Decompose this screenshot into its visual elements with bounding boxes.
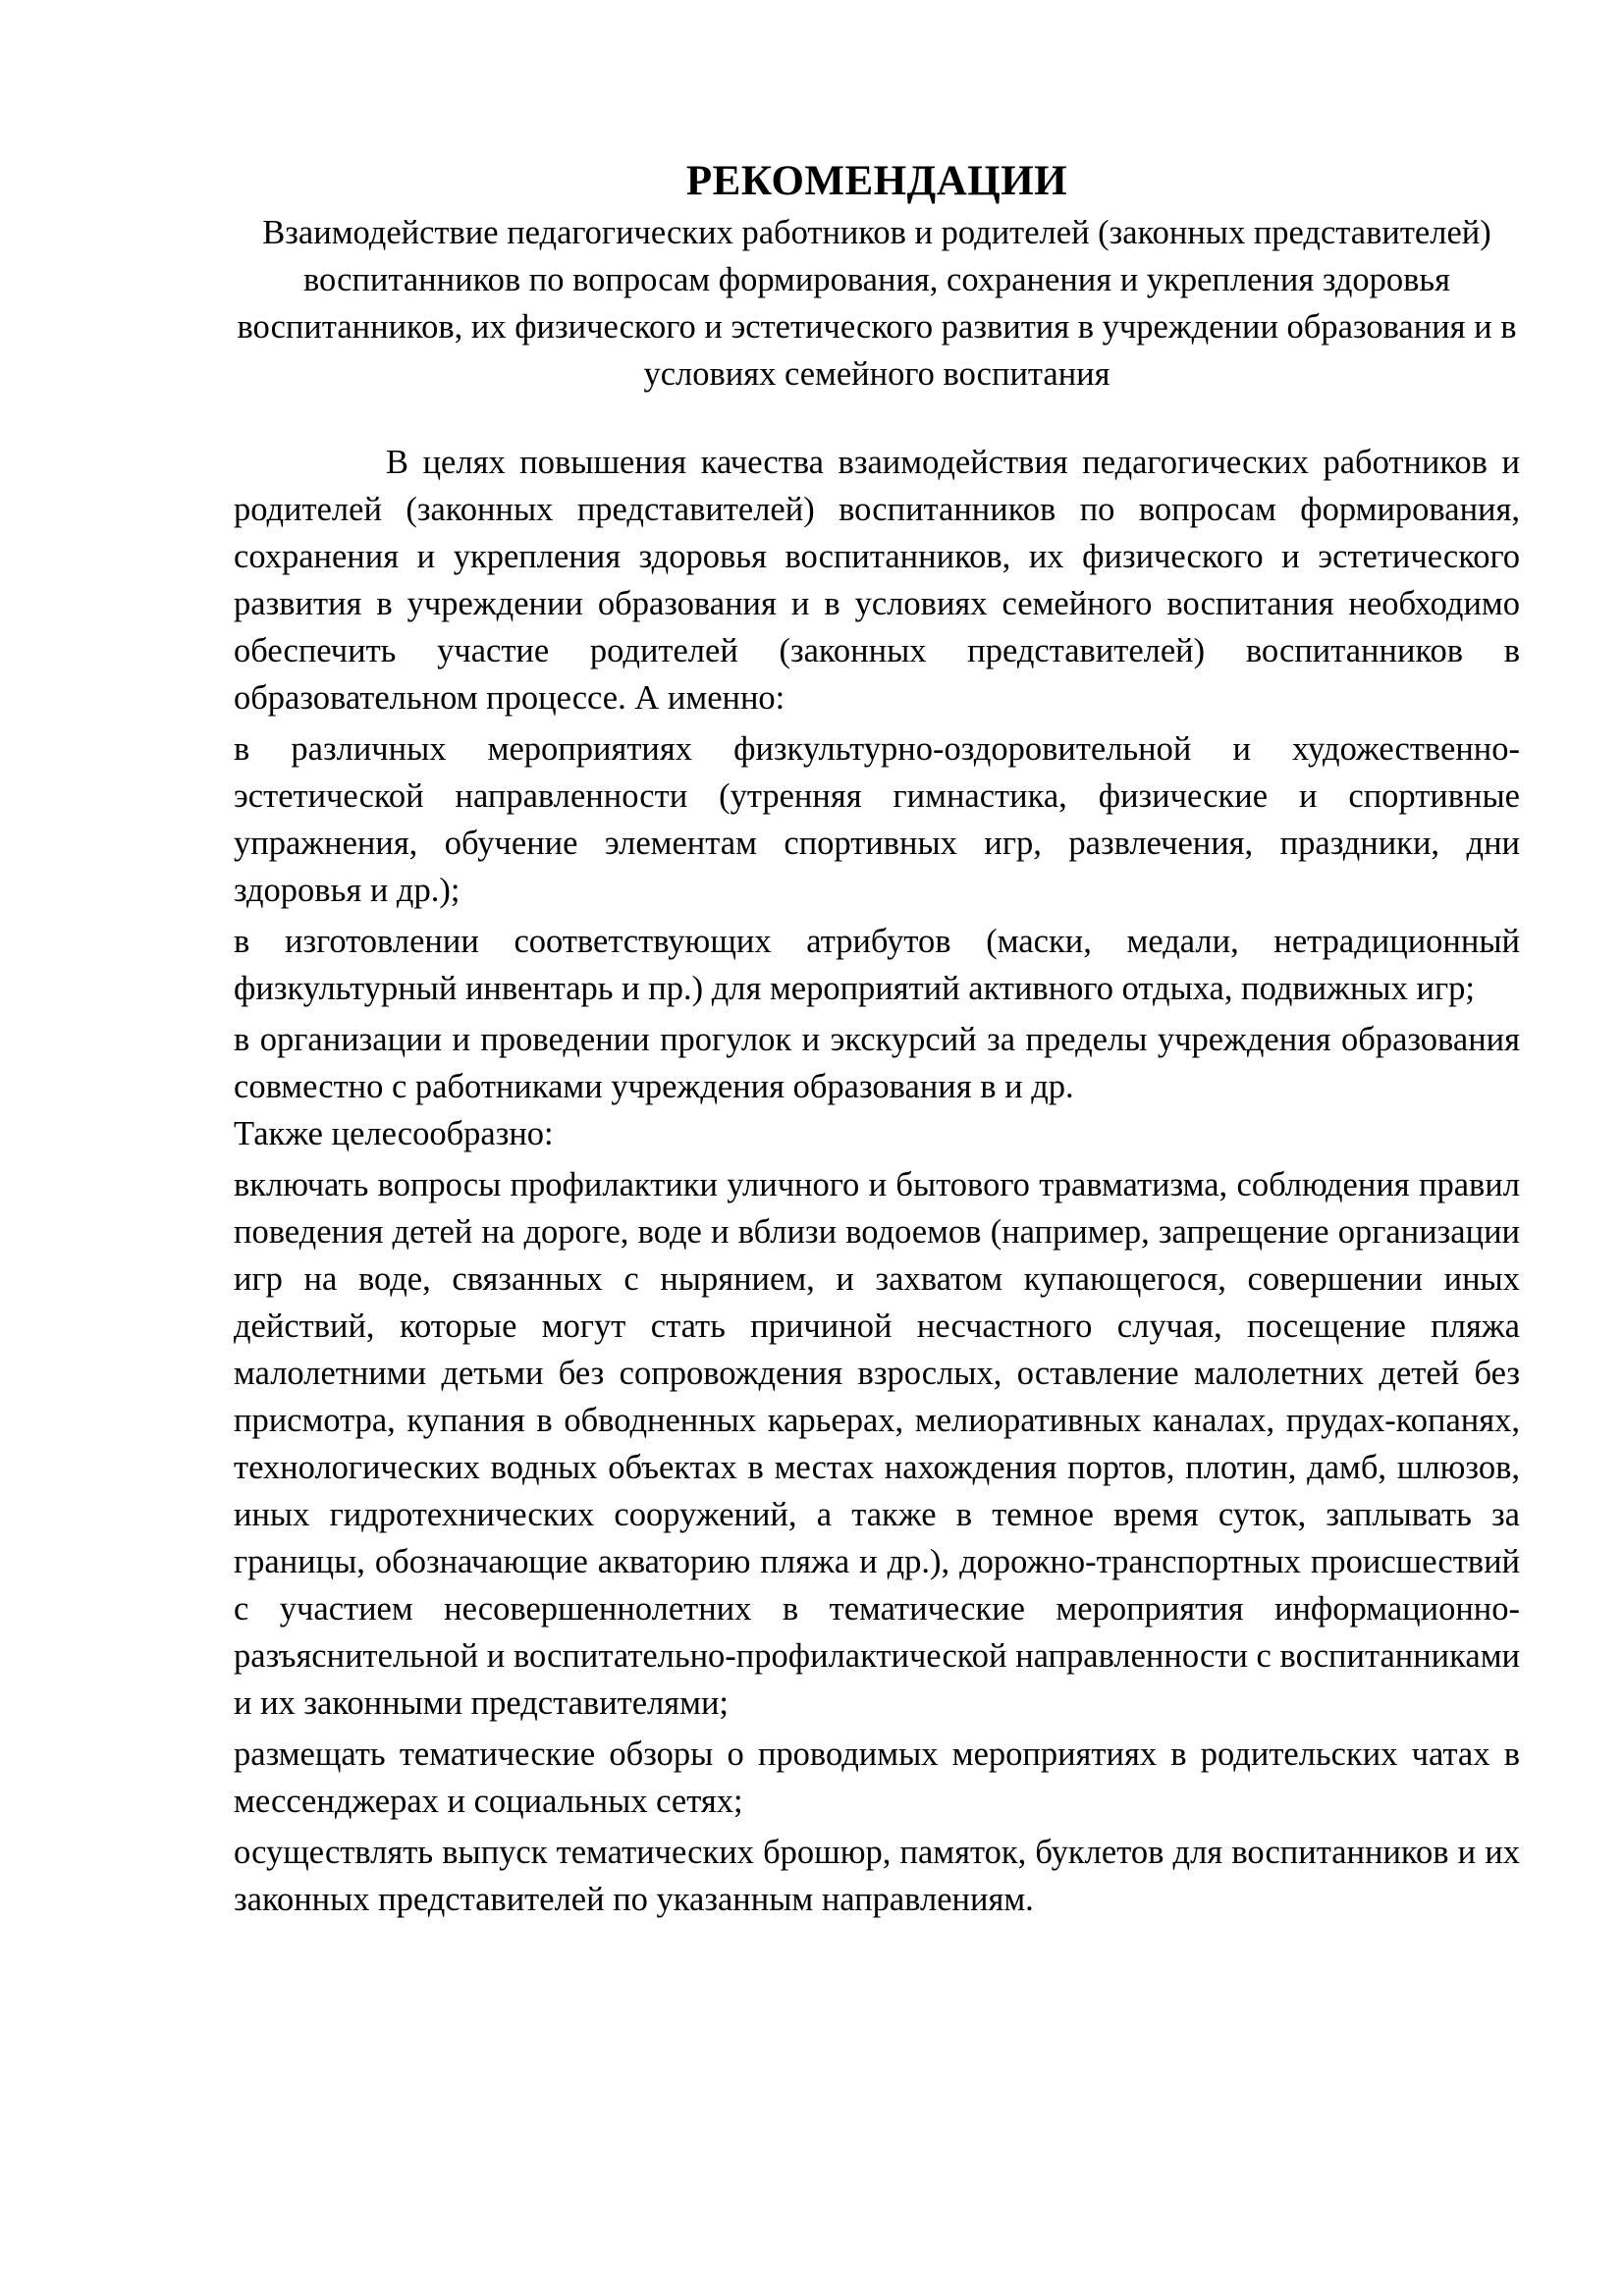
document-page: [234, 157, 1520, 1923]
list-item-attributes: в изготовлении соответствующих атрибутов (маски, медали, нетрадиционный физкультурный инвентарь и пр.) для мероприятий активного отдыха, подвижных игр;: [234, 923, 1520, 1007]
list-item-excursions: в организации и проведении прогулок и экскурсий за пределы учреждения образования совместно с работниками учреждения образования в и др.: [234, 1021, 1520, 1105]
list-item-chat-reviews: размещать тематические обзоры о проводимых мероприятиях в родительских чатах в мессенджерах и социальных сетях;: [234, 1735, 1520, 1820]
list-item-activities: в различных мероприятиях физкультурно-оздоровительной и художественно-эстетической направленности (утренняя гимнастика, физические и спортивные упражнения, обучение элементам спортивных игр, развлечения, праздники, дни здоровья и др.);: [234, 730, 1520, 909]
document-title: РЕКОМЕНДАЦИИ: [685, 158, 1068, 204]
list-item-safety-topics: включать вопросы профилактики уличного и бытового травматизма, соблюдения правил поведения детей на дороге, воде и вблизи водоемов (например, запрещение организации игр на воде, связанных с нырянием, и захватом купающегося, совершении иных действий, которые могут стать причиной несчастного случая, посещение пляжа малолетними детьми без сопровождения взрослых, оставление малолетних детей без присмотра, купания в обводненных карьерах, мелиоративных каналах, прудах-копанях, технологических водных объектах в местах нахождения портов, плотин, дамб, шлюзов, иных гидротехнических сооружений, а также в темное время суток, заплывать за границы, обозначающие акваторию пляжа и др.), дорожно-транспортных происшествий с участием несовершеннолетних в тематические мероприятия информационно-разъяснительной и воспитательно-профилактической направленности с воспитанниками и их законными представителями;: [234, 1166, 1520, 1722]
also-advisable-heading: Также целесообразно:: [234, 1115, 554, 1152]
intro-paragraph: В целях повышения качества взаимодействия педагогических работников и родителей (законных представителей) воспитанников по вопросам формирования, сохранения и укрепления здоровья воспитанников, их физического и эстетического развития в учреждении образования и в условиях семейного воспитания необходимо обеспечить участие родителей (законных представителей) воспитанников в образовательном процессе. А именно:: [234, 444, 1520, 717]
list-item-brochures: осуществлять выпуск тематических брошюр, памяток, буклетов для воспитанников и их законных представителей по указанным направлениям.: [234, 1834, 1520, 1918]
document-body: [234, 439, 1520, 1923]
document-subtitle: Взаимодействие педагогических работников и родителей (законных представителей) воспитанников по вопросам формирования, сохранения и укрепления здоровья воспитанников, их физического и эстетического развития в учреждении образования и в условиях семейного воспитания: [237, 214, 1517, 393]
